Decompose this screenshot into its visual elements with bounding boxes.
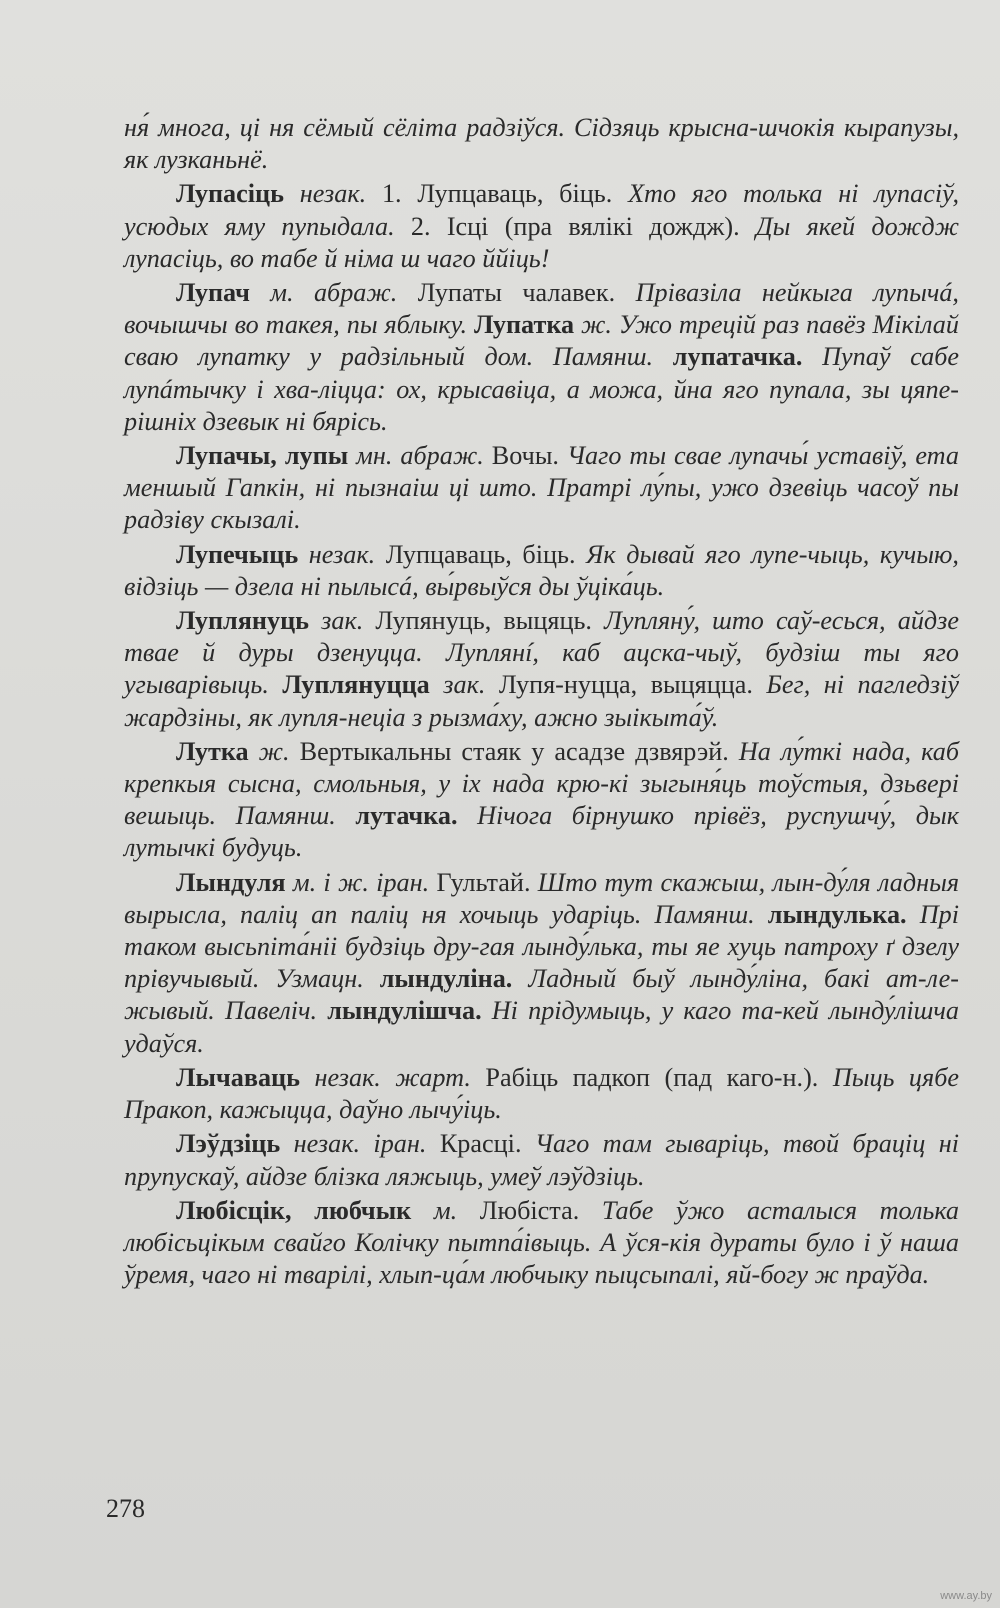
example-text: Хто яго толька ні лупасіў, усюдых яму пупыдала. <box>124 179 959 241</box>
headword: лындуліна. <box>379 964 513 994</box>
definition: 1. Лупцаваць, біць. <box>366 179 629 209</box>
headword: Лычаваць <box>176 1062 300 1092</box>
example-text: Пупаў сабе лупáтычку і хва-ліцца: ох, крысавіца, а можа, йна яго пупала, зы цяпе-рішніх дзевык ні бярісь. <box>124 342 959 436</box>
grammar-label: м. <box>411 1195 458 1225</box>
dictionary-entry <box>124 440 959 537</box>
example-text: Табе ўжо асталыся толька любісьцікым свайго Колічку пытпа́івыць. А ўся-кія дураты було і ў наша ўремя, чаго ні тварілі, хлып-ца́м любчыку пыцсыпалі, яй-богу ж праўда. <box>124 1195 960 1290</box>
dictionary-entry <box>124 178 959 275</box>
grammar-label: мн. абраж. <box>348 441 484 471</box>
dictionary-entry <box>124 1062 959 1126</box>
grammar-label: незак. <box>283 179 367 209</box>
grammar-label: зак. <box>429 670 486 700</box>
headword: Лутка <box>176 736 249 766</box>
example-text: Прівазіла нейкыга лупычá, вочышчы во такея, пы яблыку. <box>124 278 959 340</box>
grammar-label: зак. <box>309 606 364 636</box>
grammar-label: Узмацн. <box>275 964 380 994</box>
grammar-label: незак. <box>298 539 376 569</box>
dictionary-entry <box>124 867 959 1060</box>
definition: Красці. <box>426 1129 535 1159</box>
headword: Лупасіць <box>176 179 284 209</box>
example-text: Чаго там гывaріць, твой брацiц ні прупускаў, айдзе блізка ляжыць, умеў лэўдзіць. <box>124 1129 959 1191</box>
headword: лупатачка. <box>672 342 803 372</box>
grammar-label: м. абраж. <box>249 278 398 308</box>
dictionary-entry <box>124 1195 959 1292</box>
definition: Лупаты чалавек. <box>397 278 636 308</box>
grammar-label: м. і ж. іран. <box>285 867 430 897</box>
definition: Лупянуць, выцяць. <box>363 606 605 636</box>
definition: Рабіць падкоп (пад каго-н.). <box>470 1062 833 1092</box>
dictionary-entry <box>124 277 959 438</box>
definition: Лупя-нуцца, выцяцца. <box>485 670 767 700</box>
example-text: Нічога бірнушко прівёз, руспушчу́, дык лутычкі будуць. <box>124 801 959 863</box>
example-text: Ды якей дождж лупасіць, во табе й німа ш чаго ййіць! <box>124 211 959 273</box>
headword: Лупачы, лупы <box>176 441 349 471</box>
watermark: www.ay.by <box>940 1590 992 1602</box>
headword: Лэўдзіць <box>176 1129 281 1159</box>
example-text: ня́ многа, ці ня сёмый сёліта радзіўся. Сідзяць крысна-шчокія кырапузы, як лузканьнё. <box>124 113 959 175</box>
headword: Луплянуцца <box>282 670 430 700</box>
example-text: Ні прідумыць, у каго та-кей лынду́лішча удаўся. <box>124 996 960 1058</box>
headword: Лындуля <box>176 867 286 897</box>
example-text: Як дывай яго лупе-чыць, кучыю, відзіць — дзела ні пылысá, вы́рвыўся ды ўціка́ць. <box>124 539 959 601</box>
dictionary-entry <box>124 1128 959 1192</box>
grammar-label: незак. іран. <box>280 1129 427 1159</box>
headword: Луплянуць <box>176 606 310 636</box>
grammar-label: ж. <box>248 736 290 766</box>
example-text: Бег, ні пагледзіў жардзіны, як лупля-неціа з рызма́ху, ажно зыікыта́ў. <box>124 670 959 732</box>
definition: Лупцаваць, біць. <box>375 539 587 569</box>
example-text: Чаго ты свае лупачы́ уставіў, ета меншый Гапкін, ні пызнаіш ці што. Пратрі лу́пы, ужо дзевіць часоў пы радзіву скызалі. <box>124 441 960 535</box>
example-text: Лупляну́, што саў-есься, айдзе твае й дуры дзенуцца. Луплянí, каб ацска-чыў, будзіш ты яго угыварівыць. <box>124 606 959 700</box>
definition: Вертыкальны стаяк у асадзе дзвярэй. <box>289 736 739 766</box>
grammar-label: Памянш. <box>654 899 768 929</box>
example-text: Прі таком высьпіта́ніі будзіць дру-гая лынду́лька, ты яе хуць патроху ґ дзелу прівучывый. <box>124 899 959 994</box>
definition: Гультай. <box>429 867 538 897</box>
headword: Лупач <box>176 278 250 308</box>
headword: лындулішча. <box>327 996 482 1026</box>
grammar-label: незак. жарт. <box>300 1062 471 1092</box>
definition: Вочы. <box>483 441 567 471</box>
grammar-label: Павеліч. <box>224 996 328 1026</box>
example-text: Ужо трецій раз павёз Мікілай сваю лупатку у радзільный дом. <box>124 310 959 372</box>
dictionary-entry <box>124 539 959 603</box>
example-text: Ладный быў лынду́ліна, бакі ат-ле-жывый. <box>124 964 959 1026</box>
headword: Лупатка <box>474 310 575 340</box>
grammar-label: Памянш. <box>235 801 356 831</box>
headword: Любісцік, любчык <box>176 1195 412 1225</box>
example-text: На лу́ткі нада, каб крепкыя сысна, смольныя, у іх нада крю-кі зыгыня́ць тоўстыя, дзьвері вешыць. <box>124 736 959 831</box>
grammar-label: ж. <box>574 310 612 340</box>
headword: Лупечыць <box>176 539 299 569</box>
page-number: 278 <box>106 1494 145 1523</box>
example-text: Што тут скажыш, лын-ду́ля ладныя вырысла, паліц ап паліц ня хочыць ударіць. <box>124 867 959 929</box>
headword: лындулька. <box>767 899 907 929</box>
dictionary-entry <box>124 736 959 865</box>
definition: 2. Ісці (пра вялікі дождж). <box>394 211 756 241</box>
headword: лутачка. <box>355 801 458 831</box>
dictionary-text <box>124 112 959 1293</box>
grammar-label: Памянш. <box>552 342 673 372</box>
example-text: Пыць цябе Пракоп, кажыцца, даўно лычу́іць. <box>124 1062 959 1125</box>
definition: Любіста. <box>457 1195 602 1225</box>
dictionary-entry <box>124 112 959 176</box>
dictionary-entry <box>124 605 959 734</box>
